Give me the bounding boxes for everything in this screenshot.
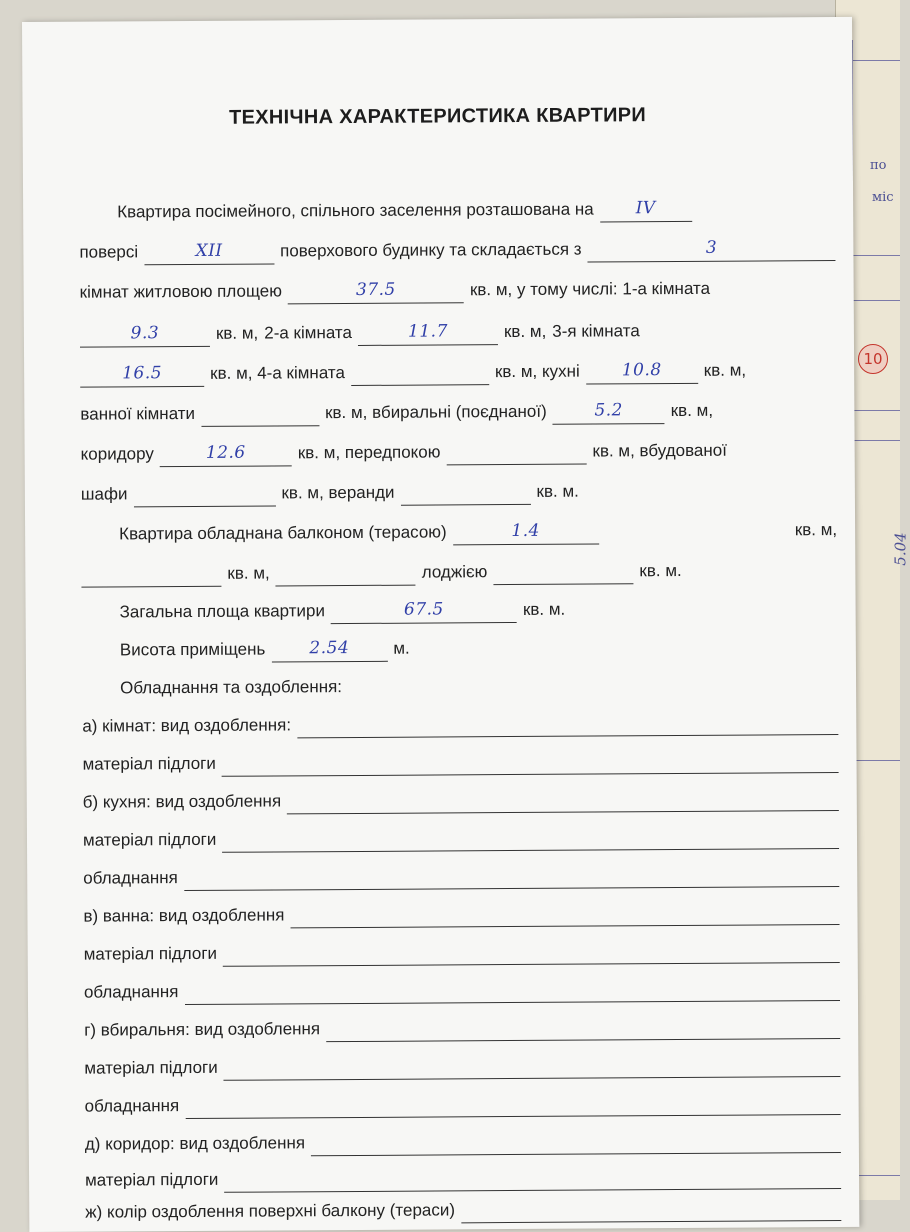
field-label: кв. м, [503,321,547,342]
field-label: матеріал підлоги [83,943,218,964]
handwritten-value: 11.7 [407,321,448,342]
room1-field[interactable] [80,316,210,348]
field-label: матеріал підлоги [84,1057,218,1078]
field-label: Загальна площа квартири [119,601,325,622]
room4-field[interactable] [351,354,489,386]
field-label: кв. м, [794,520,838,540]
section-heading: Обладнання та оздоблення: [120,677,343,698]
wardrobe-field[interactable] [133,475,275,507]
form-line [81,585,837,626]
hallway-field[interactable] [446,434,586,466]
handwritten-value: XII [195,240,223,261]
handwritten-value [134,502,276,503]
field-label: кв. м, 4-а кімната [210,363,345,383]
field-label: матеріал підлоги [85,1169,219,1190]
form-line [84,1079,840,1120]
bg-text-fragment: міс [872,190,894,205]
form-line [84,927,840,968]
field-label: Квартира посімейного, спільного заселення розташована на [117,199,594,222]
extra-area-field[interactable] [81,556,221,588]
field-label: обладнання [83,868,178,888]
field-label: ванної кімнати [80,403,196,424]
form-line [84,965,840,1006]
field-label: поверхового будинку та складається з [280,239,582,261]
handwritten-value [201,422,319,423]
field-label: кв. м, веранди [281,482,395,503]
field-label: 2-а кімната [264,322,353,343]
field-label: шафи [80,484,128,504]
handwritten-value: 1.4 [511,520,541,542]
bg-circled-number: 10 [858,344,888,374]
form-line [81,547,837,588]
bg-rule [852,410,900,411]
balcony-color-field[interactable] [461,1190,841,1223]
handwritten-value: 3 [705,237,718,258]
wc-equipment-field[interactable] [185,1084,841,1119]
field-label: кв. м, вбиральні (поєднаної) [324,401,547,423]
handwritten-value: 2.54 [309,638,350,659]
storeys-field[interactable] [144,233,274,265]
field-label: кв. м, кухні [494,361,580,382]
form-line [80,387,836,428]
field-label: кв. м, у тому числі: 1-а кімната [469,278,711,300]
rooms-count-field[interactable] [587,230,835,263]
form-line [82,699,838,740]
field-label: лоджією [421,562,488,582]
bg-rule [852,300,900,301]
handwritten-value [447,461,587,462]
height-field[interactable] [271,631,387,663]
bg-rule [852,255,900,256]
kitchen-floor-field[interactable] [222,818,839,853]
field-label: кв. м. [639,560,682,581]
handwritten-value: 12.6 [205,442,246,463]
room2-field[interactable] [358,314,498,346]
form-line [84,1003,840,1044]
form-line [82,661,838,702]
field-label: м. [393,638,410,658]
field-label: кв. м, [703,360,747,380]
bg-rule [852,60,900,61]
bg-rule [852,1175,900,1176]
form-line [81,507,837,548]
field-label: поверсі [79,242,139,262]
room3-field[interactable] [80,356,204,388]
balcony-field[interactable] [453,513,599,545]
field-label: обладнання [84,1096,180,1116]
living-area-field[interactable] [288,272,464,304]
form-page [22,17,859,1232]
form-line [82,623,838,664]
handwritten-value: 67.5 [403,599,444,620]
form-line [79,185,835,226]
bg-text-fragment: по [870,158,887,173]
field-label: ж) колір оздоблення поверхні балкону (тераси) [85,1200,456,1222]
handwritten-value [401,501,531,502]
bath-finish-field[interactable] [290,894,839,928]
field-label: г) вбиральня: вид оздоблення [84,1019,321,1040]
kitchen-equipment-field[interactable] [184,856,840,891]
wc-floor-field[interactable] [224,1046,841,1081]
form-line [81,467,837,508]
field-label: кв. м, вбудованої [592,440,727,461]
bathroom-field[interactable] [201,395,319,427]
handwritten-value: 5.2 [594,400,624,421]
form-line [83,813,839,854]
field-label: кімнат житловою площею [79,281,282,302]
form-line [83,775,839,816]
page-title: ТЕХНІЧНА ХАРАКТЕРИСТИКА КВАРТИРИ [229,104,647,129]
extra-type-field[interactable] [276,555,416,587]
wc-finish-field[interactable] [326,1008,840,1042]
handwritten-value: 16.5 [122,363,163,384]
form-line [80,347,836,388]
wc-field[interactable] [553,393,665,425]
form-line [83,851,839,892]
veranda-field[interactable] [400,474,530,506]
total-area-field[interactable] [331,592,517,624]
field-label: кв. м. [536,481,579,501]
form-line [82,737,838,778]
corridor-finish-field[interactable] [311,1122,841,1156]
corridor-field[interactable] [160,435,292,467]
field-label: а) кімнат: вид оздоблення: [82,715,292,736]
form-line [81,427,837,468]
kitchen-field[interactable] [586,353,698,385]
handwritten-value: IV [635,198,656,219]
bg-rule [852,760,900,761]
rooms-finish-field[interactable] [297,704,838,738]
handwritten-value: 9.3 [130,323,160,344]
field-label: Квартира обладнана балконом (терасою) [119,522,447,544]
bg-rotated-value: 5.04 [891,532,910,566]
handwritten-value: 37.5 [355,279,396,300]
kitchen-finish-field[interactable] [287,780,839,814]
form-line [83,889,839,930]
form-line [80,307,836,348]
field-label: кв. м, [215,323,259,343]
field-label: коридору [80,444,154,464]
field-label: кв. м, [670,400,714,421]
form-line [84,1041,840,1082]
field-label: б) кухня: вид оздоблення [82,791,282,812]
field-label: матеріал підлоги [82,829,217,850]
field-label: кв. м, передпокою [297,442,441,463]
bath-equipment-field[interactable] [184,970,840,1005]
field-label: кв. м, [227,563,270,583]
field-label: д) коридор: вид оздоблення [84,1133,306,1154]
form-line [80,265,836,306]
bg-rule [852,440,900,441]
loggia-field[interactable] [493,553,633,585]
floor-field[interactable] [600,191,692,223]
handwritten-value: 10.8 [621,360,662,381]
field-label: Висота приміщень [119,639,266,660]
field-label: 3-я кімната [552,321,640,341]
field-label: кв. м. [522,599,566,619]
field-label: в) ванна: вид оздоблення [83,905,285,926]
form-line [85,1185,841,1226]
form-line [85,1117,841,1158]
rooms-floor-field[interactable] [222,742,839,777]
field-label: матеріал підлоги [82,753,216,774]
field-label: обладнання [83,982,179,1002]
handwritten-value [351,381,489,382]
form-line [79,225,835,266]
bath-floor-field[interactable] [223,932,840,967]
